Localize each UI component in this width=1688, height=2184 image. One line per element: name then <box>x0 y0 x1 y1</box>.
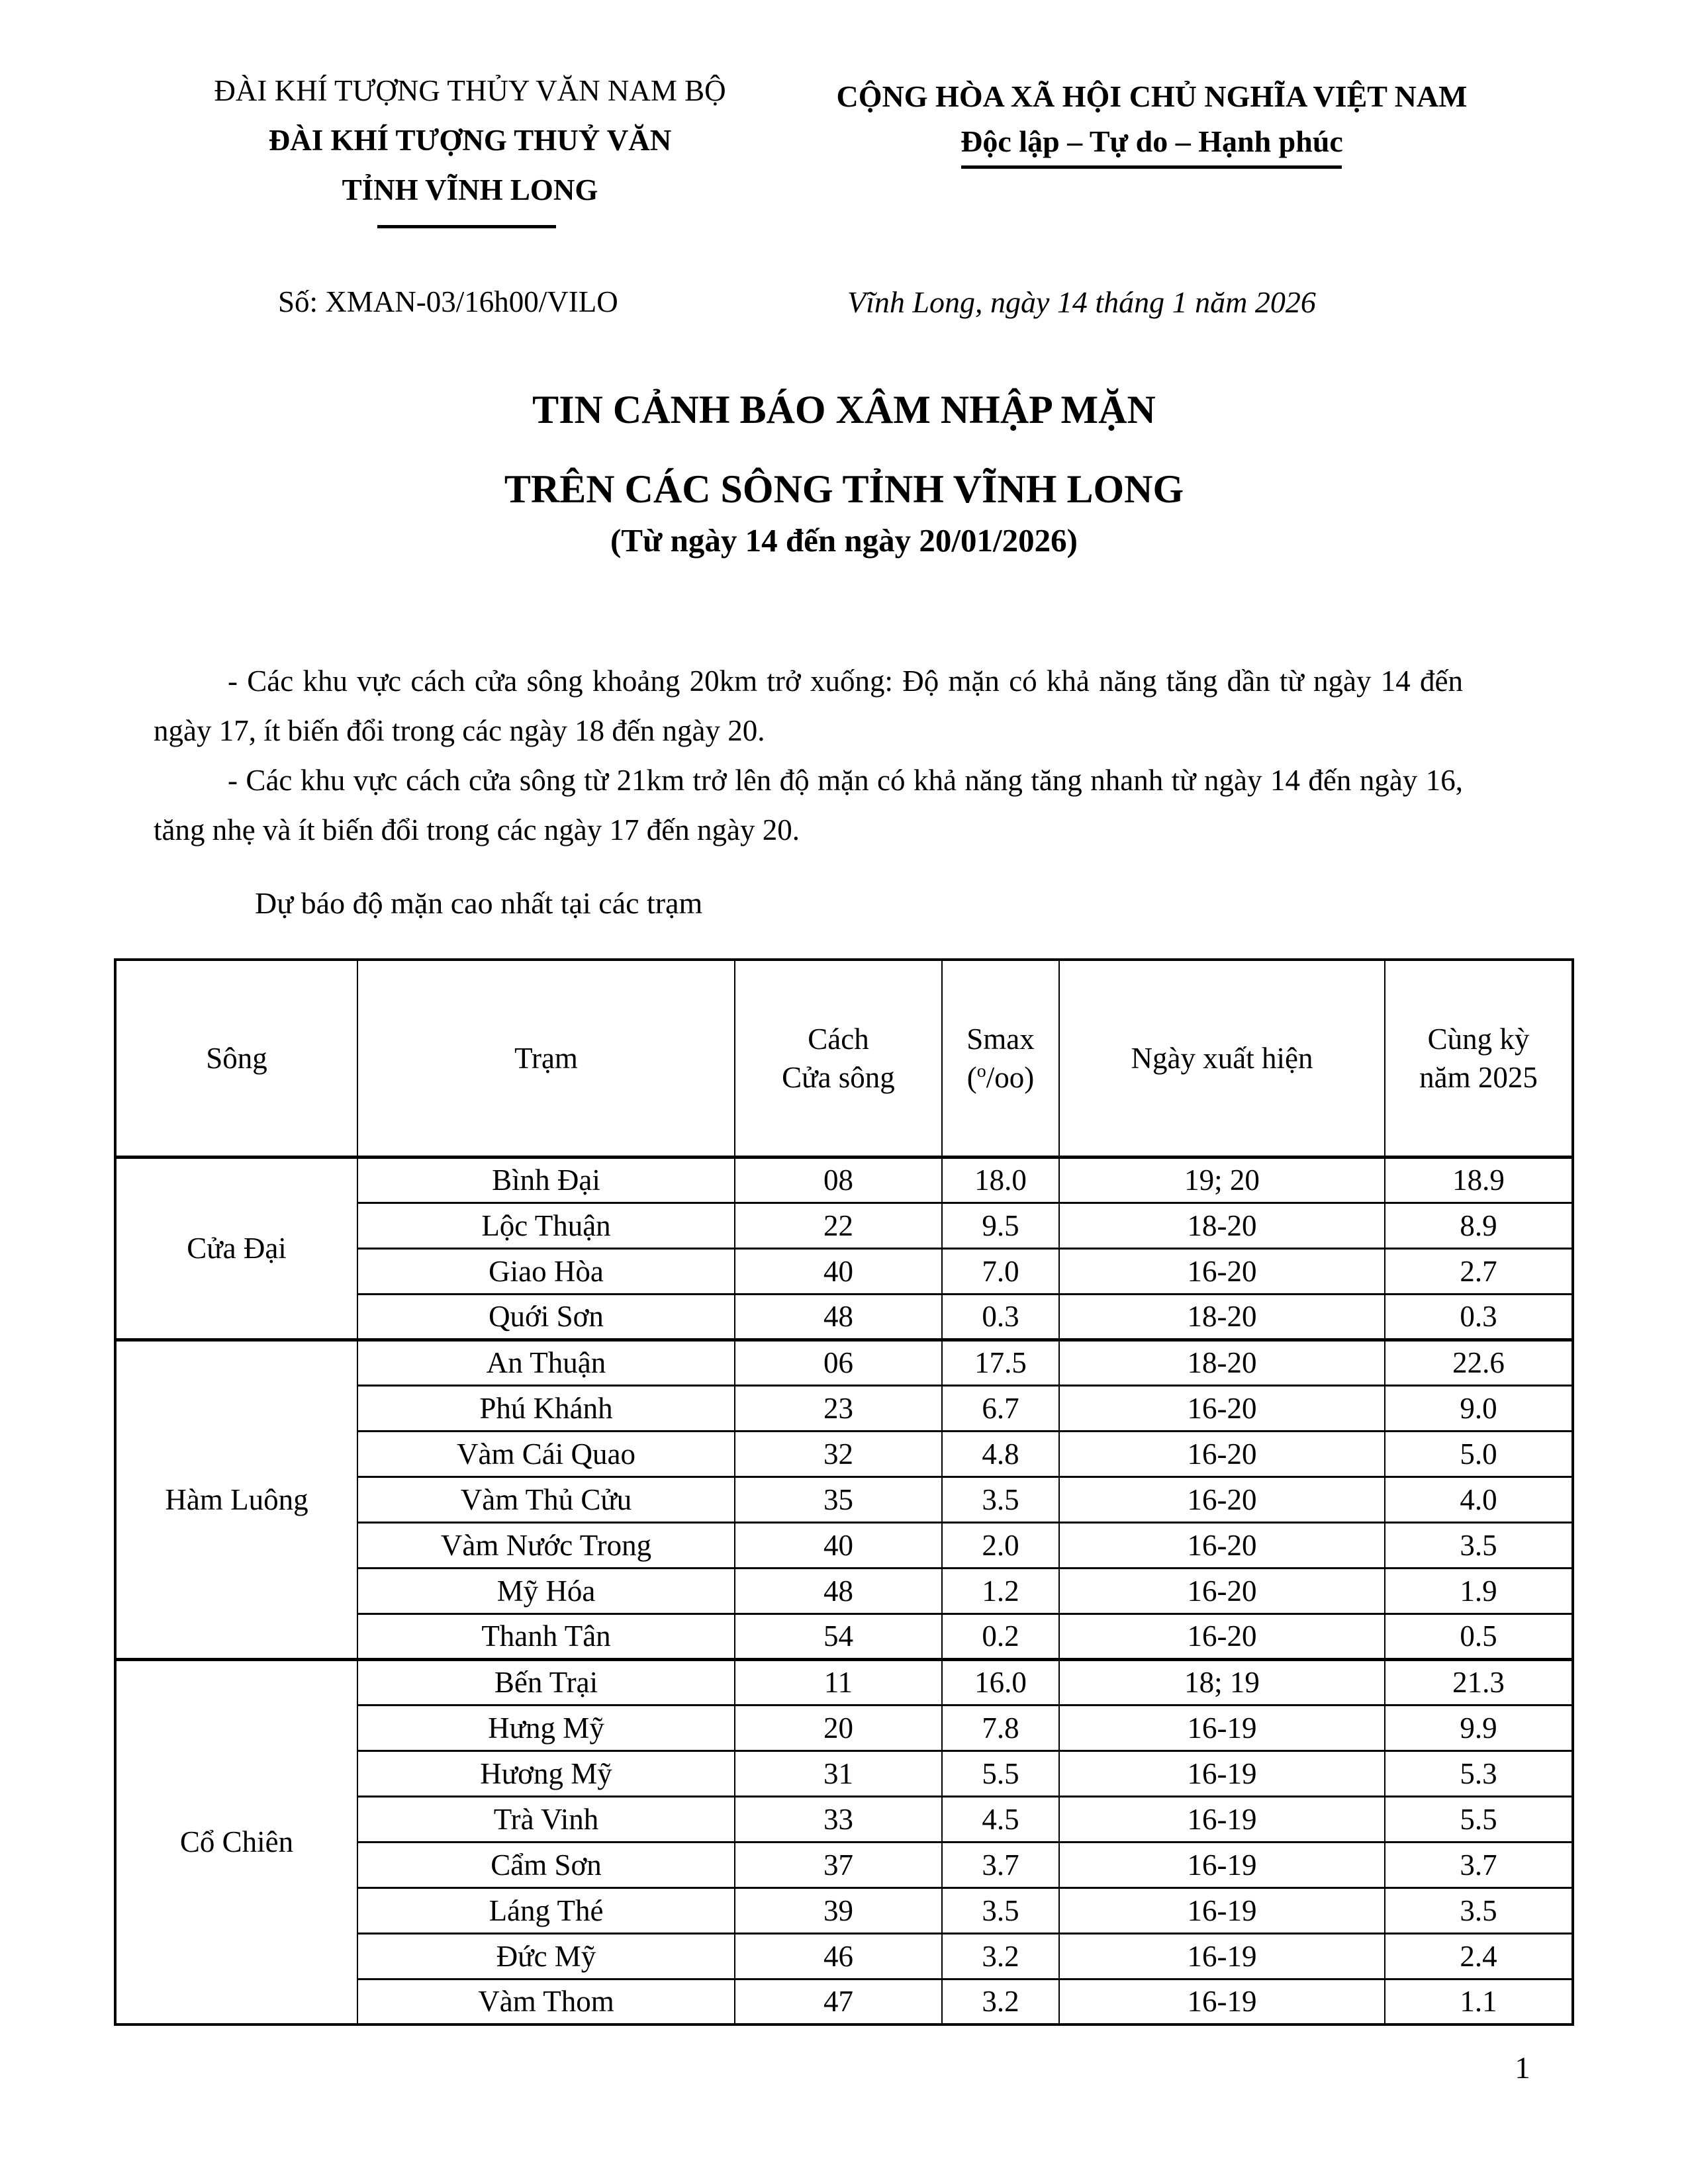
distance-cell: 39 <box>735 1888 942 1933</box>
col-header-smax-unit <box>943 1058 1058 1097</box>
last-year-cell: 1.9 <box>1385 1568 1573 1614</box>
dates-cell: 16-19 <box>1059 1842 1385 1888</box>
col-header-occurrence-dates <box>1059 960 1385 1157</box>
station-cell: Vàm Thủ Cửu <box>357 1477 735 1522</box>
station-cell: Lộc Thuận <box>357 1203 735 1248</box>
dates-cell: 16-19 <box>1059 1888 1385 1933</box>
smax-unit-rest: /oo) <box>986 1060 1035 1094</box>
station-cell: Vàm Thom <box>357 1979 735 2025</box>
last-year-cell: 4.0 <box>1385 1477 1573 1522</box>
station-cell: Trà Vinh <box>357 1796 735 1842</box>
smax-cell: 2.0 <box>942 1522 1059 1568</box>
smax-cell: 7.8 <box>942 1705 1059 1751</box>
station-cell: Mỹ Hóa <box>357 1568 735 1614</box>
col-header-same-period <box>1385 960 1573 1157</box>
station-cell: Vàm Cái Quao <box>357 1431 735 1477</box>
distance-cell: 23 <box>735 1385 942 1431</box>
distance-cell: 31 <box>735 1751 942 1796</box>
col-header-river <box>115 960 357 1157</box>
dates-cell: 18-20 <box>1059 1340 1385 1385</box>
last-year-cell: 2.4 <box>1385 1933 1573 1979</box>
river-name-cell: Cổ Chiên <box>115 1659 357 2025</box>
table-header-row <box>115 960 1573 1157</box>
last-year-cell: 5.3 <box>1385 1751 1573 1796</box>
distance-cell: 20 <box>735 1705 942 1751</box>
station-cell: An Thuận <box>357 1340 735 1385</box>
station-cell: Bến Trại <box>357 1659 735 1705</box>
salinity-table <box>114 958 1574 2026</box>
document-title-line1: TIN CẢNH BÁO XÂM NHẬP MẶN <box>532 388 1156 432</box>
station-cell: Cẩm Sơn <box>357 1842 735 1888</box>
distance-cell: 06 <box>735 1340 942 1385</box>
smax-cell: 17.5 <box>942 1340 1059 1385</box>
station-cell: Hương Mỹ <box>357 1751 735 1796</box>
table-caption: Dự báo độ mặn cao nhất tại các trạm <box>255 886 703 920</box>
header-right-block <box>794 74 1509 164</box>
dates-cell: 16-19 <box>1059 1705 1385 1751</box>
smax-cell: 16.0 <box>942 1659 1059 1705</box>
last-year-cell: 21.3 <box>1385 1659 1573 1705</box>
dates-cell: 16-20 <box>1059 1477 1385 1522</box>
col-header-distance-line2: Cửa sông <box>782 1060 895 1094</box>
smax-unit-sup: o <box>976 1060 986 1081</box>
col-header-smax-label: Smax <box>966 1022 1035 1056</box>
col-header-smax <box>942 960 1059 1157</box>
last-year-cell: 1.1 <box>1385 1979 1573 2025</box>
distance-cell: 33 <box>735 1796 942 1842</box>
last-year-cell: 18.9 <box>1385 1157 1573 1203</box>
smax-cell: 3.2 <box>942 1933 1059 1979</box>
station-cell: Hưng Mỹ <box>357 1705 735 1751</box>
dates-cell: 16-20 <box>1059 1431 1385 1477</box>
last-year-cell: 2.7 <box>1385 1248 1573 1294</box>
last-year-cell: 5.0 <box>1385 1431 1573 1477</box>
dates-cell: 19; 20 <box>1059 1157 1385 1203</box>
col-header-same-period-line1: Cùng kỳ <box>1427 1022 1530 1056</box>
station-cell: Phú Khánh <box>357 1385 735 1431</box>
smax-cell: 4.8 <box>942 1431 1059 1477</box>
dates-cell: 16-19 <box>1059 1796 1385 1842</box>
smax-cell: 9.5 <box>942 1203 1059 1248</box>
national-motto: Độc lập – Tự do – Hạnh phúc <box>961 124 1343 158</box>
col-header-river-label: Sông <box>206 1041 267 1075</box>
smax-cell: 3.5 <box>942 1888 1059 1933</box>
dates-cell: 16-19 <box>1059 1979 1385 2025</box>
col-header-same-period-line2: năm 2025 <box>1419 1060 1538 1094</box>
col-header-distance-line1: Cách <box>808 1022 869 1056</box>
col-header-station <box>357 960 735 1157</box>
smax-cell: 6.7 <box>942 1385 1059 1431</box>
forecast-paragraph-1: - Các khu vực cách cửa sông khoảng 20km trở xuống: Độ mặn có khả năng tăng dần từ ngày 14 đến ngày 17, ít biến đổi trong các ngày 18 đến ngày 20. <box>154 664 1463 747</box>
smax-cell: 3.5 <box>942 1477 1059 1522</box>
station-cell: Bình Đại <box>357 1157 735 1203</box>
distance-cell: 48 <box>735 1568 942 1614</box>
smax-cell: 0.2 <box>942 1614 1059 1659</box>
smax-cell: 1.2 <box>942 1568 1059 1614</box>
smax-cell: 7.0 <box>942 1248 1059 1294</box>
dates-cell: 18; 19 <box>1059 1659 1385 1705</box>
distance-cell: 46 <box>735 1933 942 1979</box>
dates-cell: 16-20 <box>1059 1385 1385 1431</box>
smax-cell: 3.7 <box>942 1842 1059 1888</box>
table-row <box>115 1340 1573 1385</box>
distance-cell: 48 <box>735 1294 942 1340</box>
last-year-cell: 3.5 <box>1385 1522 1573 1568</box>
station-cell: Đức Mỹ <box>357 1933 735 1979</box>
table-row <box>115 1659 1573 1705</box>
smax-cell: 5.5 <box>942 1751 1059 1796</box>
distance-cell: 47 <box>735 1979 942 2025</box>
station-cell: Giao Hòa <box>357 1248 735 1294</box>
forecast-body <box>154 657 1463 855</box>
dates-cell: 18-20 <box>1059 1294 1385 1340</box>
document-title-period: (Từ ngày 14 đến ngày 20/01/2026) <box>610 522 1078 559</box>
col-header-occurrence-label: Ngày xuất hiện <box>1131 1041 1313 1075</box>
last-year-cell: 9.9 <box>1385 1705 1573 1751</box>
place-and-date: Vĩnh Long, ngày 14 tháng 1 năm 2026 <box>847 285 1316 319</box>
dates-cell: 16-20 <box>1059 1614 1385 1659</box>
forecast-paragraph-2: - Các khu vực cách cửa sông từ 21km trở lên độ mặn có khả năng tăng nhanh từ ngày 14 đến ngày 16, tăng nhẹ và ít biến đổi trong các ngày 17 đến ngày 20. <box>154 764 1463 846</box>
dates-cell: 16-19 <box>1059 1933 1385 1979</box>
salinity-table-body <box>115 1157 1573 2025</box>
last-year-cell: 3.5 <box>1385 1888 1573 1933</box>
page-number: 1 <box>1515 2051 1530 2085</box>
last-year-cell: 9.0 <box>1385 1385 1573 1431</box>
header-left-underline <box>377 225 556 228</box>
distance-cell: 11 <box>735 1659 942 1705</box>
smax-cell: 3.2 <box>942 1979 1059 2025</box>
dates-cell: 16-20 <box>1059 1248 1385 1294</box>
document-number: Số: XMAN-03/16h00/VILO <box>278 285 618 318</box>
river-name-cell: Hàm Luông <box>115 1340 357 1659</box>
col-header-station-label: Trạm <box>514 1041 578 1075</box>
last-year-cell: 3.7 <box>1385 1842 1573 1888</box>
distance-cell: 54 <box>735 1614 942 1659</box>
river-name-cell: Cửa Đại <box>115 1157 357 1340</box>
station-cell: Láng Thé <box>357 1888 735 1933</box>
distance-cell: 22 <box>735 1203 942 1248</box>
salinity-table-container <box>114 958 1574 2026</box>
table-row <box>115 1157 1573 1203</box>
dates-cell: 18-20 <box>1059 1203 1385 1248</box>
last-year-cell: 22.6 <box>1385 1340 1573 1385</box>
distance-cell: 37 <box>735 1842 942 1888</box>
distance-cell: 35 <box>735 1477 942 1522</box>
parent-organization-name: ĐÀI KHÍ TƯỢNG THỦY VĂN NAM BỘ <box>214 74 726 107</box>
dates-cell: 16-19 <box>1059 1751 1385 1796</box>
smax-cell: 18.0 <box>942 1157 1059 1203</box>
distance-cell: 40 <box>735 1248 942 1294</box>
distance-cell: 32 <box>735 1431 942 1477</box>
organization-name: ĐÀI KHÍ TƯỢNG THUỶ VĂN <box>268 124 672 157</box>
distance-cell: 08 <box>735 1157 942 1203</box>
last-year-cell: 5.5 <box>1385 1796 1573 1842</box>
smax-cell: 4.5 <box>942 1796 1059 1842</box>
smax-unit-open: ( <box>966 1060 977 1094</box>
document-title-line2: TRÊN CÁC SÔNG TỈNH VĨNH LONG <box>504 467 1184 511</box>
station-cell: Thanh Tân <box>357 1614 735 1659</box>
station-cell: Quới Sơn <box>357 1294 735 1340</box>
last-year-cell: 8.9 <box>1385 1203 1573 1248</box>
station-cell: Vàm Nước Trong <box>357 1522 735 1568</box>
province-name: TỈNH VĨNH LONG <box>342 173 598 206</box>
header-left-block <box>179 66 761 215</box>
last-year-cell: 0.5 <box>1385 1614 1573 1659</box>
distance-cell: 40 <box>735 1522 942 1568</box>
last-year-cell: 0.3 <box>1385 1294 1573 1340</box>
national-title: CỘNG HÒA XÃ HỘI CHỦ NGHĨA VIỆT NAM <box>836 79 1468 113</box>
col-header-distance <box>735 960 942 1157</box>
smax-cell: 0.3 <box>942 1294 1059 1340</box>
dates-cell: 16-20 <box>1059 1522 1385 1568</box>
motto-underline <box>961 165 1342 169</box>
dates-cell: 16-20 <box>1059 1568 1385 1614</box>
